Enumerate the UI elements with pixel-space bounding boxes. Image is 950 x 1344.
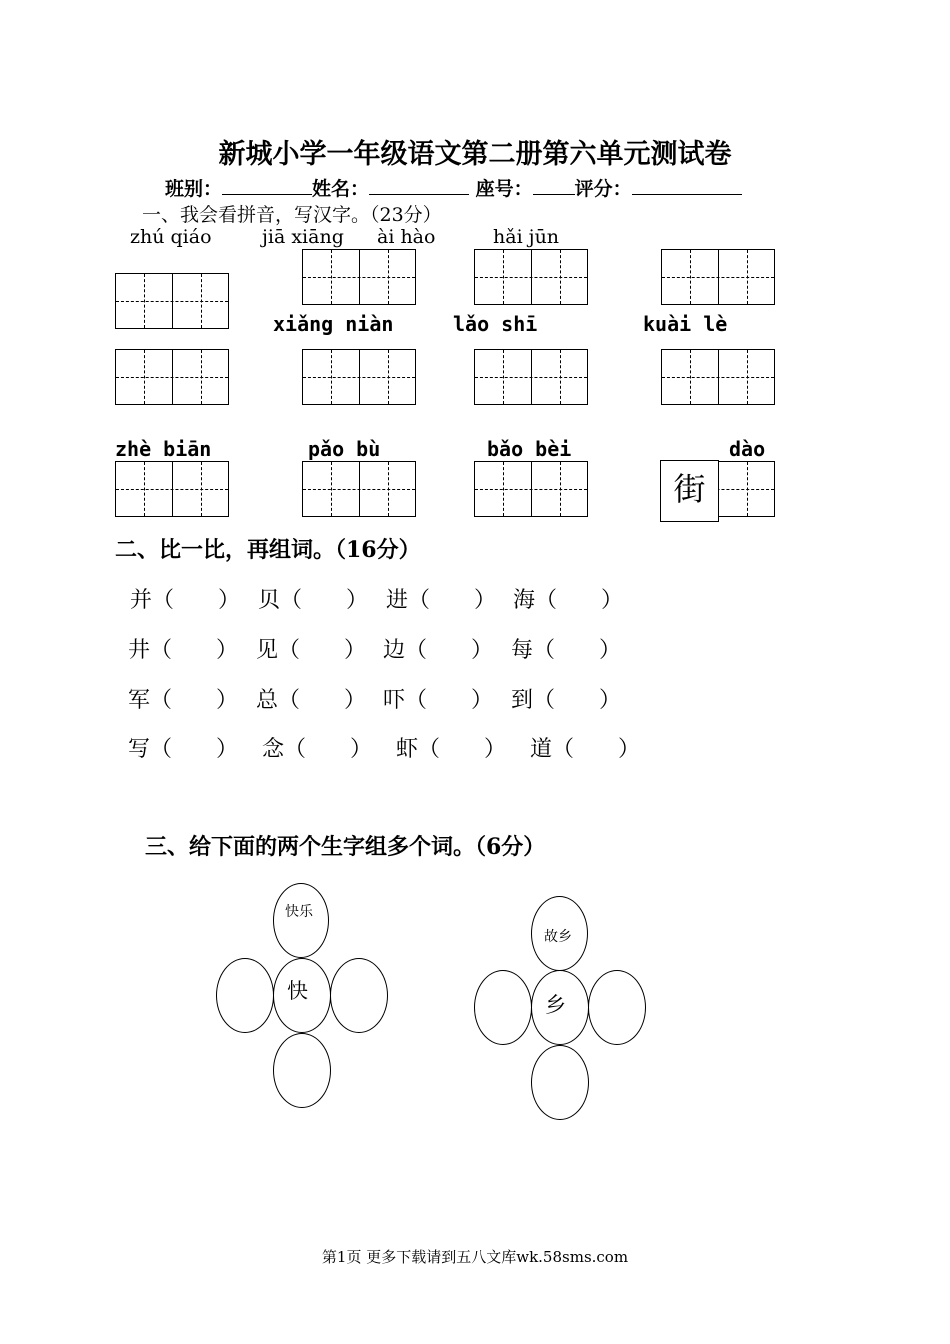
writing-box[interactable]	[115, 273, 229, 329]
word-item: 贝（ ）	[258, 588, 369, 613]
pinyin-label: xiǎng niàn	[273, 312, 394, 336]
answer-bubble[interactable]	[474, 970, 532, 1045]
score-label: 评分：	[574, 178, 632, 200]
word-item: 边（ ）	[383, 638, 494, 663]
pinyin-label: zhú qiáo	[130, 226, 212, 248]
pinyin-label: bǎo bèi	[487, 437, 572, 461]
page-title: 新城小学一年级语文第二册第六单元测试卷	[218, 139, 732, 170]
seat-blank[interactable]	[533, 176, 575, 195]
word-item: 见（ ）	[256, 638, 367, 663]
writing-box[interactable]	[115, 461, 229, 517]
word-item: 吓（ ）	[383, 688, 494, 713]
class-label: 班别：	[165, 178, 223, 200]
writing-box[interactable]	[474, 349, 588, 405]
answer-bubble[interactable]	[330, 958, 388, 1033]
section3-heading: 三、给下面的两个生字组多个词。（6分）	[145, 834, 546, 860]
pinyin-label: pǎo bù	[308, 437, 381, 461]
score-blank[interactable]	[632, 176, 742, 195]
writing-box[interactable]	[661, 249, 775, 305]
word-item: 井（ ）	[128, 638, 239, 663]
given-character-box: 街	[660, 460, 719, 522]
writing-box[interactable]	[115, 349, 229, 405]
writing-box[interactable]	[661, 349, 775, 405]
word-item: 总（ ）	[256, 688, 367, 713]
answer-bubble[interactable]	[273, 1033, 331, 1108]
writing-box[interactable]	[302, 461, 416, 517]
word-item: 海（ ）	[513, 588, 624, 613]
section1-heading: 一、我会看拼音，写汉字。（23分）	[142, 204, 442, 226]
example-word: 故乡	[544, 929, 572, 945]
section2-heading: 二、比一比，再组词。（16分）	[115, 537, 421, 563]
pinyin-label: zhè biān	[115, 437, 212, 461]
example-word: 快乐	[285, 904, 313, 920]
pinyin-label: ài hào	[377, 226, 436, 248]
center-character: 快	[287, 979, 308, 1003]
center-character: 乡	[545, 993, 566, 1017]
word-item: 念（ ）	[262, 737, 373, 762]
word-item: 每（ ）	[511, 638, 622, 663]
word-item: 到（ ）	[511, 688, 622, 713]
answer-bubble[interactable]	[216, 958, 274, 1033]
pinyin-label: kuài lè	[643, 312, 728, 336]
writing-box[interactable]	[474, 249, 588, 305]
class-blank[interactable]	[222, 176, 312, 195]
page-footer: 第1页 更多下载请到五八文库wk.58sms.com	[321, 1248, 629, 1266]
name-blank[interactable]	[369, 176, 469, 195]
answer-bubble[interactable]	[531, 1045, 589, 1120]
word-item: 进（ ）	[386, 588, 497, 613]
seat-label: 座号：	[475, 178, 533, 200]
student-info-line	[165, 174, 742, 201]
word-item: 写（ ）	[128, 737, 239, 762]
writing-box[interactable]	[302, 349, 416, 405]
pinyin-label: lǎo shī	[453, 312, 538, 336]
word-item: 虾（ ）	[396, 737, 507, 762]
word-item: 军（ ）	[128, 688, 239, 713]
pinyin-label: jiā xiāng	[262, 226, 344, 248]
pinyin-label: dào	[729, 437, 766, 461]
name-label: 姓名：	[312, 178, 370, 200]
word-item: 并（ ）	[130, 588, 241, 613]
writing-box[interactable]	[474, 461, 588, 517]
word-item: 道（ ）	[530, 737, 641, 762]
answer-bubble[interactable]	[588, 970, 646, 1045]
pinyin-label: hǎi jūn	[493, 226, 560, 248]
writing-box[interactable]	[302, 249, 416, 305]
